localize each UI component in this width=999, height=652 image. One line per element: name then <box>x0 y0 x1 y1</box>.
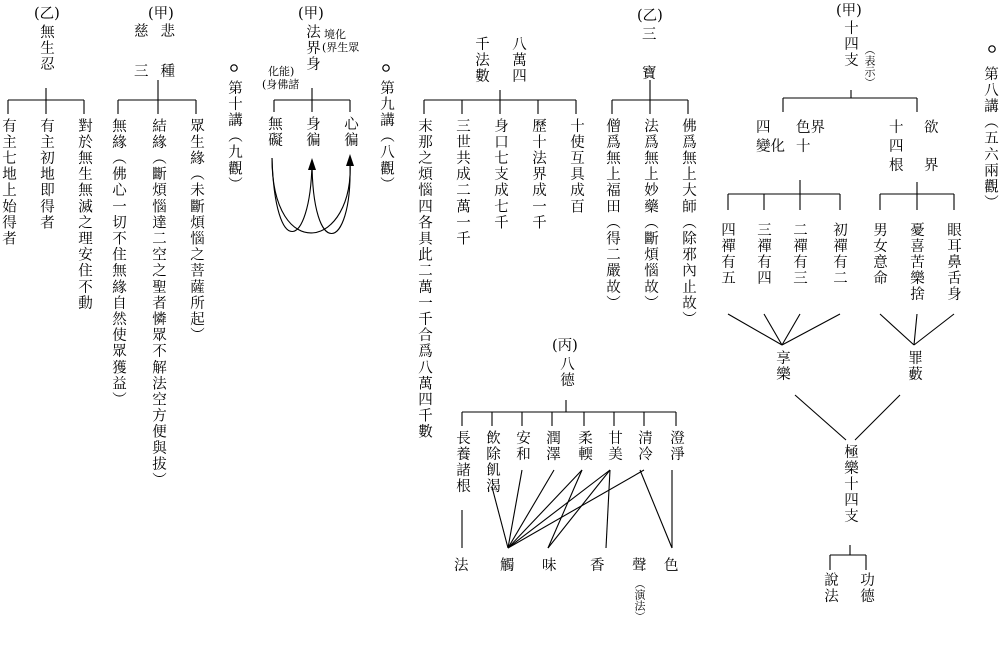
leaf-merit: 功德 <box>858 572 874 605</box>
branch-rupadhatu-b: 十 <box>796 139 811 155</box>
item-seventh-ground: 有主七地上始得者 <box>0 118 16 247</box>
item-seven-branches: 身口七支成七千 <box>492 118 508 231</box>
item-sangha: 僧爲無上福田（得二嚴故） <box>604 118 620 312</box>
item-five-senses: 眼耳鼻舌身 <box>945 222 961 303</box>
virtue-peace: 安和 <box>514 430 530 463</box>
virtue-soft: 柔輭 <box>576 430 592 463</box>
item-abide-unmoved: 對於無生無滅之理安住不動 <box>76 118 92 312</box>
sense-touch: 觸 <box>500 558 515 574</box>
node-enjoyment: 享樂 <box>774 350 790 383</box>
branch-kamadhatu-e: 界 <box>924 158 939 174</box>
title-84000-a: 八萬四 <box>510 36 526 85</box>
item-ten-afflictions: 十使互具成百 <box>568 118 584 215</box>
note-transform-power: 化能) <box>268 65 295 78</box>
branch-kamadhatu-b: 欲 <box>924 120 939 136</box>
label-yi-9: (乙) <box>637 8 663 24</box>
item-dharma: 法爲無上妙藥（斷煩惱故） <box>642 118 658 312</box>
root-note: （表示） <box>863 44 876 88</box>
note-buddha-bodies: (身佛諸 <box>262 78 300 91</box>
root-14-branches: 十四支 <box>842 20 858 69</box>
three-treasures-a: 三 <box>642 27 657 43</box>
sense-sound: 聲 <box>632 558 647 574</box>
label-jia-10: (甲) <box>298 6 324 22</box>
note-realm-transform: 境化 <box>324 28 346 41</box>
item-five-feelings: 憂喜苦樂捨 <box>908 222 924 303</box>
item-mind-pervade: 心徧 <box>342 116 358 149</box>
item-body-pervade: 身徧 <box>304 116 320 149</box>
label-bing-9: (丙) <box>552 338 578 354</box>
sense-form: 色 <box>664 558 679 574</box>
item-second-dhyana: 二禪有三 <box>791 222 807 287</box>
virtue-pure: 澄淨 <box>668 430 684 463</box>
branch-rupadhatu-c: 四 <box>756 120 771 136</box>
note-beings: (界生眾 <box>322 41 360 54</box>
item-beings-condition: 眾生緣（未斷煩惱之菩薩所起） <box>188 118 204 344</box>
virtue-thirst: 飲除飢渴 <box>484 430 500 495</box>
sense-smell: 香 <box>590 558 605 574</box>
item-three-times: 三世共成二萬一千 <box>454 118 470 247</box>
title-dharmadhatu-body: 法界身 <box>304 24 320 73</box>
item-first-ground: 有主初地即得者 <box>38 118 54 231</box>
branch-rupadhatu-d: 變化 <box>756 139 785 155</box>
virtue-nourish: 長養諸根 <box>454 430 470 495</box>
leaf-preaching: 說法 <box>822 572 838 605</box>
node-sin: 罪藪 <box>906 350 922 383</box>
virtue-sweet: 甘美 <box>606 430 622 463</box>
branch-kamadhatu-c: 四 <box>889 139 904 155</box>
title-eight-virtues: 八德 <box>558 356 574 389</box>
item-ten-realms: 歷十法界成一千 <box>530 118 546 231</box>
title-compassion-b: 三種 <box>134 64 187 80</box>
branch-kamadhatu-d: 根 <box>889 158 904 174</box>
sense-taste: 味 <box>542 558 557 574</box>
item-four-roots: 男女意命 <box>871 222 887 287</box>
branch-kamadhatu-a: 十 <box>889 120 904 136</box>
item-bond-condition: 結緣（斷煩惱達二空之聖者憐眾不解法空方便與拔） <box>150 118 166 489</box>
sense-sound-note: （演法） <box>633 578 646 622</box>
title-no-birth-patience: 無生忍 <box>38 24 54 73</box>
branch-rupadhatu-a: 色界 <box>796 120 825 136</box>
virtue-cool: 清冷 <box>636 430 652 463</box>
heading-lecture-8: 第八講（五六兩觀） <box>982 66 998 211</box>
sense-dharma: 法 <box>454 558 469 574</box>
three-treasures-b: 寶 <box>642 66 657 82</box>
label-jia-10b: (甲) <box>148 6 174 22</box>
item-manas: 末那之煩惱四各具此二萬一千合爲八萬四千數 <box>416 118 432 440</box>
title-compassion-a: 慈悲 <box>134 24 187 40</box>
title-84000-b: 千法數 <box>473 36 489 85</box>
item-buddha: 佛爲無上大師（除邪內止故） <box>680 118 696 328</box>
label-jia-8: (甲) <box>836 3 862 19</box>
heading-lecture-9: 第九講（八觀） <box>378 80 394 193</box>
item-fourth-dhyana: 四禪有五 <box>719 222 735 287</box>
node-sukhavati-14: 極樂十四支 <box>842 444 858 525</box>
item-no-condition: 無緣（佛心一切不住無緣自然使眾獲益） <box>110 118 126 408</box>
virtue-moist: 潤澤 <box>544 430 560 463</box>
heading-lecture-10: 第十講（九觀） <box>226 80 242 193</box>
item-first-dhyana: 初禪有二 <box>831 222 847 287</box>
item-third-dhyana: 三禪有四 <box>755 222 771 287</box>
label-yi-10: (乙) <box>34 6 60 22</box>
item-unobstructed: 無礙 <box>266 116 282 149</box>
